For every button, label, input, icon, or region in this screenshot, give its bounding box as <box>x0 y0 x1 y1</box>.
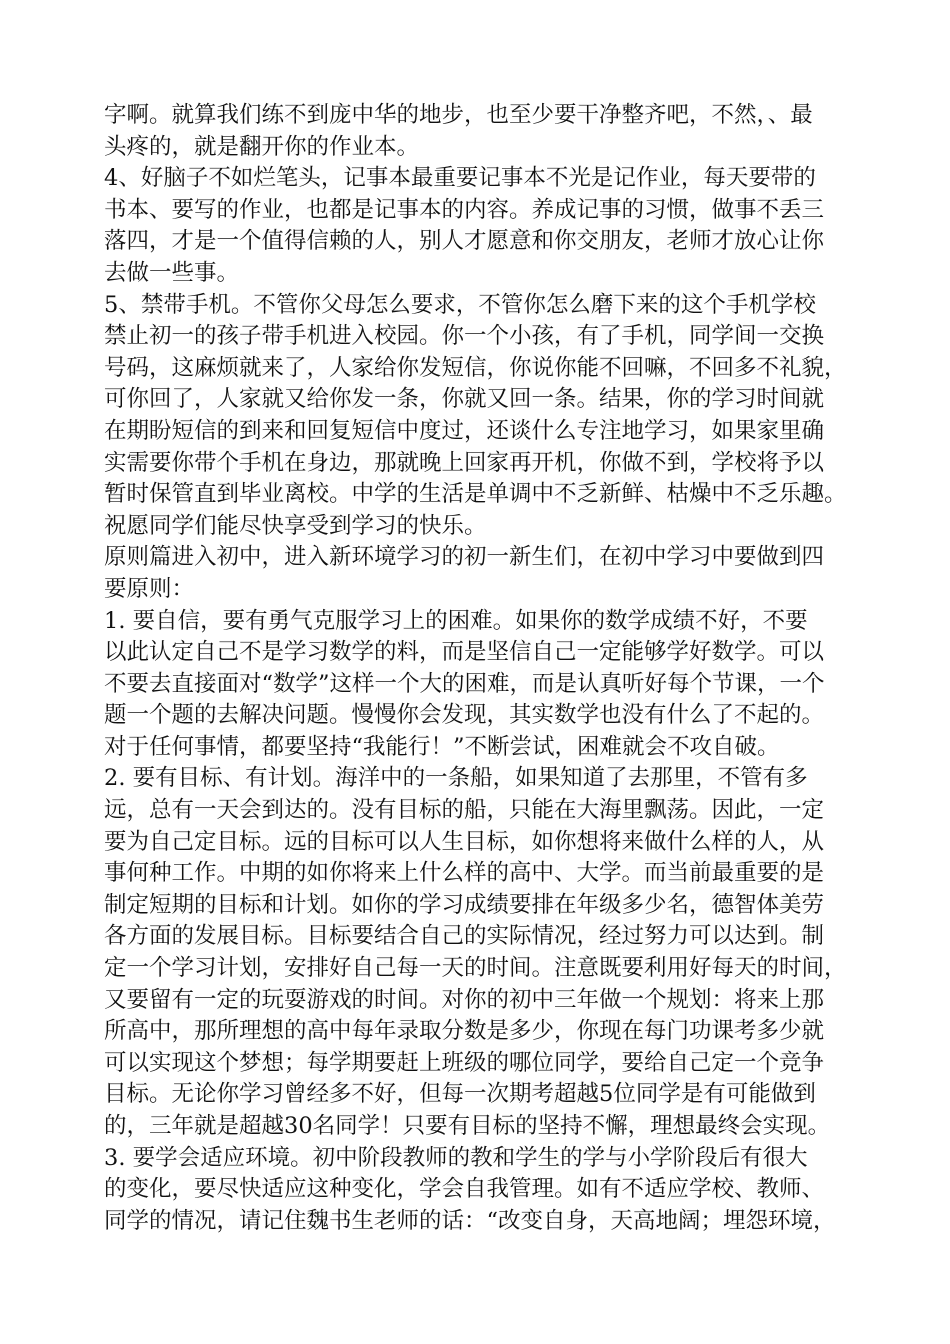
text-line: 制定短期的目标和计划。如你的学习成绩要排在年级多少名，德智体美劳 <box>104 891 825 918</box>
text-line: 落四，才是一个值得信赖的人，别人才愿意和你交朋友，老师才放心让你 <box>104 228 825 255</box>
text-line: 1. 要自信，要有勇气克服学习上的困难。如果你的数学成绩不好，不要 <box>104 607 808 634</box>
text-line: 题一个题的去解决问题。慢慢你会发现，其实数学也没有什么了不起的。 <box>104 702 825 729</box>
text-line: 目标。无论你学习曾经多不好，但每一次期考超越5位同学是有可能做到 <box>104 1081 816 1108</box>
text-line: 所高中，那所理想的高中每年录取分数是多少，你现在每门功课考多少就 <box>104 1018 825 1045</box>
text-line: 原则篇进入初中，进入新环境学习的初一新生们，在初中学习中要做到四 <box>104 544 825 571</box>
text-line: 4、好脑子不如烂笔头，记事本最重要记事本不光是记作业，每天要带的 <box>104 165 816 192</box>
text-line: 头疼的，就是翻开你的作业本。 <box>104 133 420 160</box>
text-line: 的变化，要尽快适应这种变化，学会自我管理。如有不适应学校、教师、 <box>104 1176 825 1203</box>
text-line: 去做一些事。 <box>104 259 240 286</box>
text-line: 要为自己定目标。远的目标可以人生目标，如你想将来做什么样的人，从 <box>104 828 825 855</box>
text-line: 2. 要有目标、有计划。海洋中的一条船，如果知道了去那里，不管有多 <box>104 765 808 792</box>
text-line: 不要去直接面对“数学”这样一个大的困难，而是认真听好每个节课，一个 <box>104 670 825 697</box>
body-text <box>104 100 864 1237</box>
text-line: 要原则： <box>104 575 195 602</box>
text-line: 又要留有一定的玩耍游戏的时间。对你的初中三年做一个规划：将来上那 <box>104 986 825 1013</box>
text-line: 可以实现这个梦想；每学期要赶上班级的哪位同学，要给自己定一个竞争 <box>104 1049 825 1076</box>
text-line: 同学的情况，请记住魏书生老师的话：“改变自身，天高地阔；埋怨环境， <box>104 1207 836 1234</box>
text-line: 实需要你带个手机在身边，那就晚上回家再开机，你做不到，学校将予以 <box>104 449 825 476</box>
text-line: 暂时保管直到毕业离校。中学的生活是单调中不乏新鲜、枯燥中不乏乐趣。 <box>104 481 847 508</box>
text-line: 以此认定自己不是学习数学的料，而是坚信自己一定能够学好数学。可以 <box>104 639 825 666</box>
text-line: 各方面的发展目标。目标要结合自己的实际情况，经过努力可以达到。制 <box>104 923 825 950</box>
text-line: 在期盼短信的到来和回复短信中度过，还谈什么专注地学习，如果家里确 <box>104 417 825 444</box>
text-line: 5、禁带手机。不管你父母怎么要求，不管你怎么磨下来的这个手机学校 <box>104 291 816 318</box>
text-line: 远，总有一天会到达的。没有目标的船，只能在大海里飘荡。因此，一定 <box>104 797 825 824</box>
text-line: 3. 要学会适应环境。初中阶段教师的教和学生的学与小学阶段后有很大 <box>104 1144 808 1171</box>
text-line: 书本、要写的作业，也都是记事本的内容。养成记事的习惯，做事不丢三 <box>104 196 825 223</box>
text-line: 对于任何事情，都要坚持“我能行！”不断尝试，困难就会不攻自破。 <box>104 733 780 760</box>
text-line: 祝愿同学们能尽快享受到学习的快乐。 <box>104 512 487 539</box>
text-line: 禁止初一的孩子带手机进入校园。你一个小孩，有了手机，同学间一交换 <box>104 323 825 350</box>
text-line: 定一个学习计划，安排好自己每一天的时间。注意既要利用好每天的时间， <box>104 955 847 982</box>
text-line: 事何种工作。中期的如你将来上什么样的高中、大学。而当前最重要的是 <box>104 860 825 887</box>
text-line: 可你回了，人家就又给你发一条，你就又回一条。结果，你的学习时间就 <box>104 386 825 413</box>
text-line: 字啊。就算我们练不到庞中华的地步，也至少要干净整齐吧，不然，、最 <box>104 102 813 128</box>
text-line: 的，三年就是超越30名同学！只要有目标的坚持不懈，理想最终会实现。 <box>104 1113 831 1139</box>
text-line: 号码，这麻烦就来了，人家给你发短信，你说你能不回嘛，不回多不礼貌， <box>104 354 847 381</box>
